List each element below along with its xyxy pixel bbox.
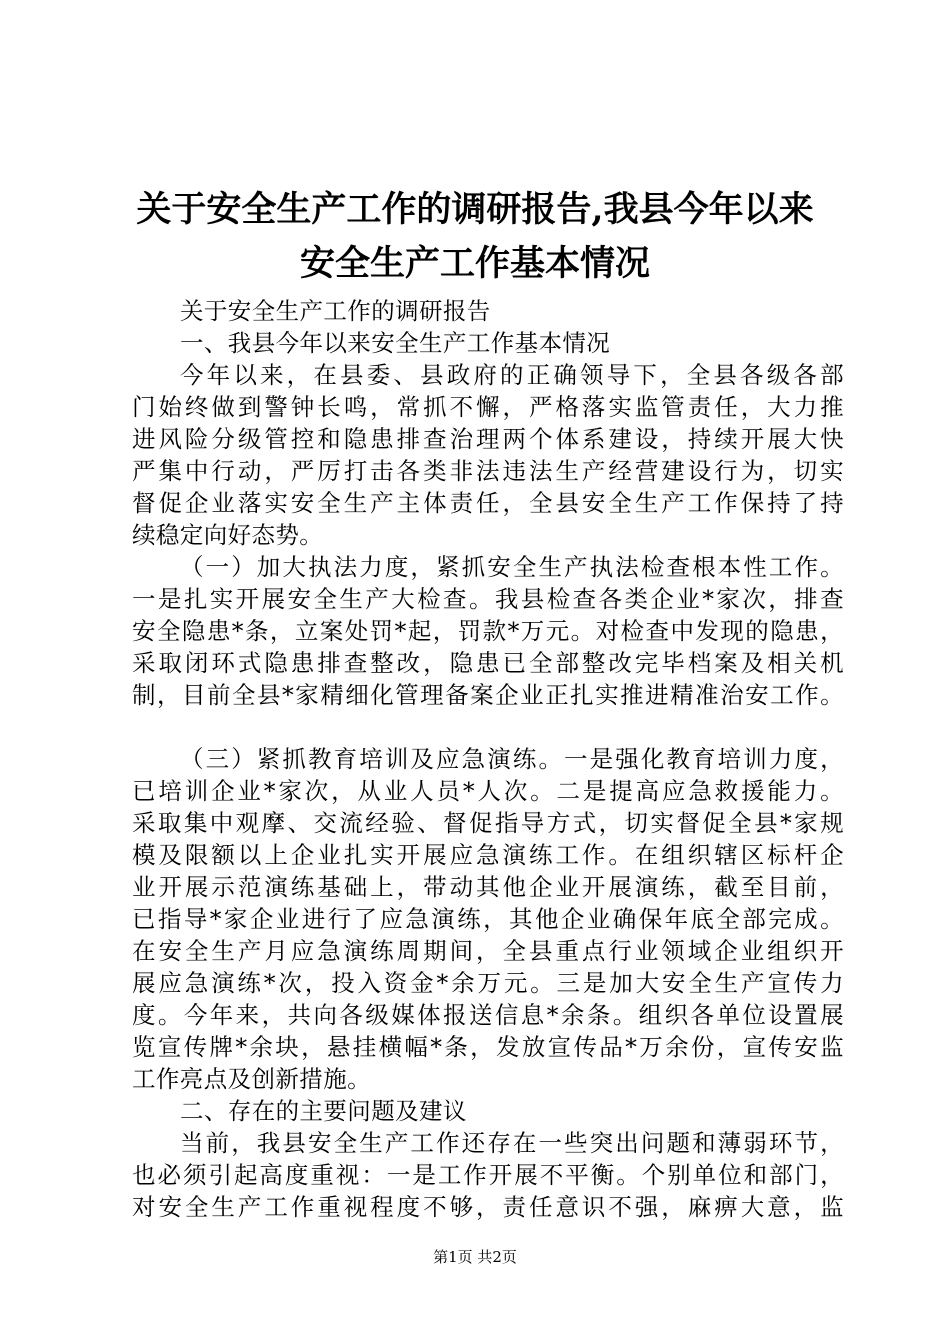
paragraph-line: 采取集中观摩、交流经验、督促指导方式，切实督促全县*家规 [132, 809, 844, 837]
paragraph-line: 严集中行动，严厉打击各类非法违法生产经营建设行为，切实 [132, 457, 844, 485]
paragraph-line: 览宣传牌*余块，悬挂横幅*条，发放宣传品*万余份，宣传安监 [132, 1033, 844, 1061]
paragraph-line: 督促企业落实安全生产主体责任，全县安全生产工作保持了持 [132, 489, 844, 517]
document-title-line-1: 关于安全生产工作的调研报告,我县今年以来 [136, 189, 814, 230]
report-subtitle: 关于安全生产工作的调研报告 [180, 297, 491, 325]
paragraph-line: （三）紧抓教育培训及应急演练。一是强化教育培训力度， [180, 745, 844, 773]
paragraph-line: 对安全生产工作重视程度不够，责任意识不强，麻痹大意，监 [132, 1193, 844, 1221]
paragraph-line: 也必须引起高度重视：一是工作开展不平衡。个别单位和部门， [132, 1161, 844, 1189]
paragraph-line: 已指导*家企业进行了应急演练，其他企业确保年底全部完成。 [132, 905, 844, 933]
paragraph-line: 续稳定向好态势。 [132, 521, 324, 549]
paragraph-line: 展应急演练*次，投入资金*余万元。三是加大安全生产宣传力 [132, 969, 844, 997]
paragraph-line: 制，目前全县*家精细化管理备案企业正扎实推进精准治安工作。 [132, 681, 844, 709]
page-footer: 第1页 共2页 [433, 1248, 517, 1266]
paragraph-line: 模及限额以上企业扎实开展应急演练工作。在组织辖区标杆企 [132, 841, 844, 869]
paragraph-line: 一是扎实开展安全生产大检查。我县检查各类企业*家次，排查 [132, 585, 844, 613]
paragraph-line: （一）加大执法力度，紧抓安全生产执法检查根本性工作。 [180, 553, 844, 581]
section-heading-1: 一、我县今年以来安全生产工作基本情况 [180, 329, 611, 357]
paragraph-line: 门始终做到警钟长鸣，常抓不懈，严格落实监管责任，大力推 [132, 393, 844, 421]
paragraph-line: 在安全生产月应急演练周期间，全县重点行业领域企业组织开 [132, 937, 844, 965]
paragraph-line: 进风险分级管控和隐患排查治理两个体系建设，持续开展大快 [132, 425, 844, 453]
paragraph-line: 当前，我县安全生产工作还存在一些突出问题和薄弱环节， [180, 1129, 844, 1157]
paragraph-line: 已培训企业*家次，从业人员*人次。二是提高应急救援能力。 [132, 777, 844, 805]
paragraph-line: 业开展示范演练基础上，带动其他企业开展演练，截至目前， [132, 873, 844, 901]
paragraph-line: 安全隐患*条，立案处罚*起，罚款*万元。对检查中发现的隐患， [132, 617, 844, 645]
paragraph-line: 采取闭环式隐患排查整改，隐患已全部整改完毕档案及相关机 [132, 649, 844, 677]
document-title-line-2: 安全生产工作基本情况 [299, 243, 650, 284]
paragraph-line: 工作亮点及创新措施。 [132, 1065, 371, 1093]
paragraph-line: 今年以来，在县委、县政府的正确领导下，全县各级各部 [180, 361, 844, 389]
section-heading-2: 二、存在的主要问题及建议 [180, 1097, 467, 1125]
paragraph-line: 度。今年来，共向各级媒体报送信息*余条。组织各单位设置展 [132, 1001, 844, 1029]
